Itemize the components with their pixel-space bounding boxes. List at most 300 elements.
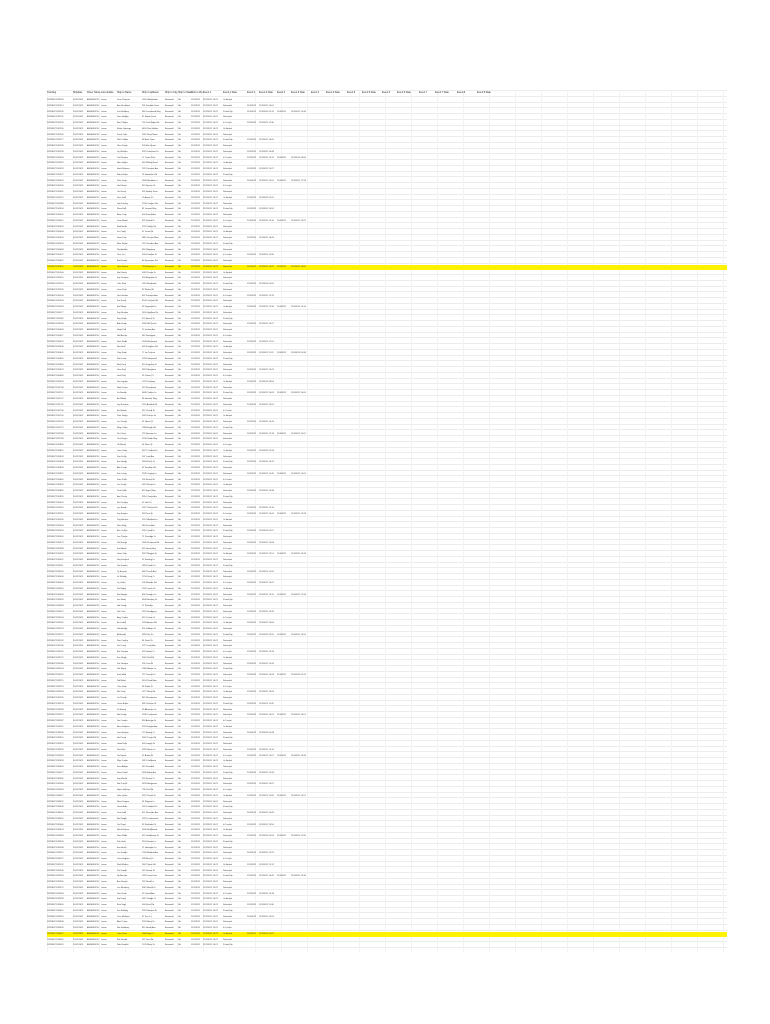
table-cell[interactable]: 11/2/2021 10:22 xyxy=(203,478,218,481)
table-cell[interactable]: 11/2/2021 xyxy=(191,817,201,820)
table-cell[interactable]: 10/12/2021 xyxy=(73,639,84,642)
table-cell[interactable]: Losan xyxy=(101,541,107,544)
table-cell[interactable]: Bramwell xyxy=(165,438,174,441)
table-cell[interactable]: 11/2/2021 10:22 xyxy=(203,202,218,205)
table-cell[interactable]: 3316 Crane Ave xyxy=(142,495,157,498)
table-cell[interactable]: LA xyxy=(178,651,181,653)
table-cell[interactable]: 10/12/2021 xyxy=(73,409,84,412)
table-cell[interactable]: 11/2/2021 10:22 xyxy=(203,467,218,469)
table-cell[interactable]: 84 Stork Dr xyxy=(142,639,153,642)
table-cell[interactable]: Losan xyxy=(101,478,107,481)
table-cell[interactable]: ANDERSON xyxy=(87,863,99,866)
table-cell[interactable]: Bramwell xyxy=(165,679,174,682)
table-cell[interactable]: 11/2/2021 10:22 xyxy=(203,513,218,515)
table-cell[interactable]: Losan xyxy=(101,484,107,487)
table-cell[interactable]: Losan xyxy=(101,421,107,423)
table-cell[interactable]: 11/2/2021 xyxy=(191,645,201,648)
table-cell[interactable]: 11/2/2021 xyxy=(191,909,201,912)
table-cell[interactable]: LA xyxy=(178,271,181,274)
table-cell[interactable]: 11/2/2021 xyxy=(191,150,201,153)
table-row[interactable] xyxy=(47,593,727,598)
table-cell[interactable]: 11/2/2021 xyxy=(191,162,201,165)
table-cell[interactable]: Losan xyxy=(101,921,107,924)
table-cell[interactable]: 11/2/2021 10:22 xyxy=(203,530,218,533)
table-cell[interactable]: 11/2/2021 10:22 xyxy=(203,300,218,303)
column-header[interactable]: Event 3 Date xyxy=(291,91,305,94)
table-cell[interactable]: 718 Hickory Ln xyxy=(142,265,156,268)
table-cell[interactable]: 11/2/2021 xyxy=(191,938,201,941)
table-cell[interactable]: 1Z8V8977031298 xyxy=(47,150,64,153)
table-cell[interactable]: Losan xyxy=(101,875,107,878)
table-cell[interactable]: ANDERSON xyxy=(87,622,99,625)
table-cell[interactable]: 1Z8V8977032474 xyxy=(47,829,64,832)
table-cell[interactable]: 1662 Tropic Rd xyxy=(142,737,157,740)
table-cell[interactable]: 11/4/2021 10:33 xyxy=(291,553,306,556)
table-cell[interactable]: 11/4/2021 11:18 xyxy=(291,835,306,837)
table-cell[interactable]: 1Z8V8977031660 xyxy=(47,363,64,366)
table-cell[interactable]: In Transit xyxy=(223,547,232,550)
table-cell[interactable]: Losan xyxy=(101,576,107,579)
table-cell[interactable]: 11/2/2021 10:22 xyxy=(203,237,218,239)
table-cell[interactable]: 11/2/2021 10:22 xyxy=(203,691,218,694)
table-cell[interactable]: 11/2/2021 10:22 xyxy=(203,863,218,866)
table-cell[interactable]: LA xyxy=(178,426,181,429)
table-cell[interactable]: Losan xyxy=(101,823,107,826)
table-cell[interactable]: Losan xyxy=(101,932,107,935)
table-cell[interactable]: Picked Up xyxy=(223,875,233,878)
table-cell[interactable]: LA xyxy=(178,674,181,676)
table-cell[interactable]: 1Z8V8977032325 xyxy=(47,743,64,745)
table-cell[interactable]: 11/2/2021 10:22 xyxy=(203,225,218,228)
table-cell[interactable]: 11/3/2021 xyxy=(247,283,257,285)
table-cell[interactable]: ANDERSON xyxy=(87,536,99,538)
table-cell[interactable]: 11/2/2021 10:22 xyxy=(203,340,218,343)
table-cell[interactable]: ANDERSON xyxy=(87,168,99,170)
table-cell[interactable]: 11/3/2021 16:44 xyxy=(259,237,274,239)
table-cell[interactable]: Pete Lang xyxy=(117,179,127,182)
table-cell[interactable]: 1Z8V8977031356 xyxy=(47,185,64,188)
table-cell[interactable]: Bert Nagle xyxy=(117,817,127,820)
table-cell[interactable]: 11/2/2021 xyxy=(191,708,201,711)
table-cell[interactable]: ANDERSON xyxy=(87,932,99,935)
table-cell[interactable]: LA xyxy=(178,754,181,757)
table-cell[interactable]: 11/3/2021 xyxy=(247,771,257,774)
table-cell[interactable]: 94 Wren St xyxy=(142,444,153,446)
table-cell[interactable]: LA xyxy=(178,139,181,142)
table-cell[interactable]: ANDERSON xyxy=(87,881,99,883)
table-cell[interactable]: Bramwell xyxy=(165,116,174,119)
table-cell[interactable]: ANDERSON xyxy=(87,300,99,303)
table-cell[interactable]: Bramwell xyxy=(165,547,174,550)
table-cell[interactable]: Delivered xyxy=(223,490,232,492)
table-cell[interactable]: Losan xyxy=(101,196,107,199)
table-cell[interactable]: 10/12/2021 xyxy=(73,392,84,395)
table-cell[interactable]: 11/2/2021 xyxy=(191,530,201,533)
table-cell[interactable]: 11/2/2021 xyxy=(191,806,201,809)
table-cell[interactable]: Losan xyxy=(101,133,107,136)
table-cell[interactable]: 10/12/2021 xyxy=(73,915,84,918)
table-cell[interactable]: Rae Conley xyxy=(117,639,128,642)
column-header[interactable]: Event 7 Date xyxy=(435,91,449,94)
table-cell[interactable]: Bramwell xyxy=(165,369,174,372)
table-cell[interactable]: 1Z8V8977032045 xyxy=(47,582,64,584)
table-cell[interactable]: In Transit xyxy=(223,616,232,619)
table-cell[interactable]: 11/3/2021 10:27 xyxy=(259,323,274,326)
table-row[interactable] xyxy=(47,800,727,805)
table-cell[interactable]: LA xyxy=(178,697,181,699)
table-cell[interactable]: 10/12/2021 xyxy=(73,852,84,855)
table-cell[interactable]: 10/12/2021 xyxy=(73,909,84,912)
table-cell[interactable]: Delivered xyxy=(223,714,232,717)
table-cell[interactable]: 11/2/2021 10:22 xyxy=(203,369,218,372)
table-cell[interactable]: ANDERSON xyxy=(87,633,99,636)
table-cell[interactable]: Losan xyxy=(101,168,107,170)
table-cell[interactable]: 11/3/2021 xyxy=(247,582,257,584)
table-cell[interactable]: 10/12/2021 xyxy=(73,156,84,159)
table-cell[interactable]: ANDERSON xyxy=(87,398,99,400)
table-cell[interactable]: 1Z8V8977032417 xyxy=(47,794,64,797)
table-cell[interactable]: In Transit xyxy=(223,513,232,515)
table-cell[interactable]: Max Dorn xyxy=(117,363,127,366)
table-cell[interactable]: 3146 Orchard Rd xyxy=(142,300,158,303)
table-cell[interactable]: ANDERSON xyxy=(87,547,99,550)
table-cell[interactable]: 11/2/2021 xyxy=(191,168,201,170)
table-cell[interactable]: Losan xyxy=(101,455,107,458)
table-cell[interactable]: 11/2/2021 xyxy=(191,334,201,337)
table-cell[interactable]: LA xyxy=(178,248,181,251)
table-cell[interactable]: Bramwell xyxy=(165,800,174,803)
table-cell[interactable]: Oc Arrival xyxy=(223,196,233,199)
column-header[interactable]: Event 8 xyxy=(457,91,466,94)
table-cell[interactable]: 11/2/2021 xyxy=(191,720,201,722)
table-row[interactable] xyxy=(47,616,727,621)
table-cell[interactable]: Peg Morrow xyxy=(117,518,129,521)
table-cell[interactable]: Ida Pruett xyxy=(117,737,127,740)
table-cell[interactable]: ANDERSON xyxy=(87,237,99,239)
table-cell[interactable]: Lee Thorne xyxy=(117,536,128,538)
table-cell[interactable]: Losan xyxy=(101,656,107,659)
table-cell[interactable]: 11/2/2021 10:22 xyxy=(203,150,218,153)
table-cell[interactable]: Hal Grady xyxy=(117,605,127,607)
table-row[interactable] xyxy=(47,639,727,644)
table-cell[interactable]: 384 Dove Ave xyxy=(142,524,155,527)
table-cell[interactable]: 11/3/2021 xyxy=(247,237,257,239)
column-header[interactable]: Event 4 Date xyxy=(326,91,340,94)
column-header[interactable]: Tracking xyxy=(47,91,57,94)
table-cell[interactable]: 493 Grebe Ct xyxy=(142,651,155,653)
table-cell[interactable]: 10/12/2021 xyxy=(73,771,84,774)
table-cell[interactable]: 11/4/2021 xyxy=(277,156,287,159)
table-cell[interactable]: Losan xyxy=(101,846,107,849)
table-row[interactable] xyxy=(47,483,727,488)
table-cell[interactable]: Bramwell xyxy=(165,944,174,947)
table-cell[interactable]: ANDERSON xyxy=(87,369,99,372)
table-cell[interactable]: 10/12/2021 xyxy=(73,587,84,590)
table-cell[interactable]: Losan xyxy=(101,812,107,814)
table-cell[interactable]: 11/2/2021 xyxy=(191,840,201,843)
table-cell[interactable]: ANDERSON xyxy=(87,306,99,308)
table-cell[interactable]: 11/2/2021 xyxy=(191,294,201,297)
table-cell[interactable]: ANDERSON xyxy=(87,858,99,860)
table-cell[interactable]: 1Z8V8977031491 xyxy=(47,265,64,268)
table-cell[interactable]: 11/3/2021 xyxy=(247,904,257,906)
table-cell[interactable]: Losan xyxy=(101,173,107,176)
table-cell[interactable]: 11/2/2021 xyxy=(191,277,201,280)
table-cell[interactable]: 11/2/2021 10:22 xyxy=(203,708,218,711)
table-cell[interactable]: Delivered xyxy=(223,329,232,331)
table-cell[interactable]: 10/12/2021 xyxy=(73,702,84,705)
table-cell[interactable]: Wes Kirby xyxy=(117,524,127,527)
column-header[interactable]: Event 1 Date xyxy=(223,91,237,94)
table-cell[interactable]: 10/12/2021 xyxy=(73,173,84,176)
table-cell[interactable]: ANDERSON xyxy=(87,783,99,786)
table-cell[interactable]: LA xyxy=(178,616,181,619)
table-cell[interactable]: Picked Up xyxy=(223,771,233,774)
table-cell[interactable]: LA xyxy=(178,104,181,107)
table-cell[interactable]: 11/4/2021 xyxy=(277,553,287,556)
table-cell[interactable]: 11/4/2021 xyxy=(277,593,287,596)
table-row[interactable] xyxy=(47,828,727,833)
table-cell[interactable]: Fay Gorman xyxy=(117,277,129,280)
table-row[interactable] xyxy=(47,650,727,655)
table-cell[interactable]: 10/12/2021 xyxy=(73,720,84,722)
table-cell[interactable]: 2700 Canyon Rd xyxy=(142,202,158,205)
table-cell[interactable]: 1Z8V8977032565 xyxy=(47,881,64,883)
table-cell[interactable]: Luke Penn xyxy=(117,932,127,935)
table-cell[interactable]: 3366 Bog Ct xyxy=(142,932,154,935)
table-row[interactable] xyxy=(47,731,727,736)
table-cell[interactable]: Losan xyxy=(101,507,107,510)
table-cell[interactable]: LA xyxy=(178,789,181,791)
table-cell[interactable]: 10/12/2021 xyxy=(73,570,84,573)
table-cell[interactable]: 11/3/2021 xyxy=(247,196,257,199)
table-row[interactable] xyxy=(47,656,727,661)
table-cell[interactable]: ANDERSON xyxy=(87,225,99,228)
table-cell[interactable]: 11/3/2021 09:57 xyxy=(259,530,274,533)
table-cell[interactable]: 10/12/2021 xyxy=(73,426,84,429)
table-cell[interactable]: 11/4/2021 12:28 xyxy=(291,513,306,515)
table-cell[interactable]: 10/12/2021 xyxy=(73,461,84,464)
table-cell[interactable]: ANDERSON xyxy=(87,507,99,510)
table-cell[interactable]: Losan xyxy=(101,306,107,308)
table-cell[interactable]: ANDERSON xyxy=(87,605,99,607)
table-cell[interactable]: 1Z8V8977031209 xyxy=(47,99,64,101)
table-cell[interactable]: 807 Fairview Ave xyxy=(142,294,158,297)
table-cell[interactable]: Gil Marsh xyxy=(117,444,126,446)
table-cell[interactable]: Eve Hardy xyxy=(117,461,127,464)
table-cell[interactable]: 3322 Lakeview Dr xyxy=(142,150,159,153)
table-cell[interactable]: Losan xyxy=(101,99,107,101)
table-cell[interactable]: 10/12/2021 xyxy=(73,536,84,538)
table-cell[interactable]: 11/2/2021 10:22 xyxy=(203,536,218,538)
table-cell[interactable]: ANDERSON xyxy=(87,214,99,216)
table-cell[interactable]: ANDERSON xyxy=(87,743,99,745)
table-cell[interactable]: LA xyxy=(178,760,181,763)
table-cell[interactable]: LA xyxy=(178,415,181,418)
table-cell[interactable]: 11/2/2021 xyxy=(191,898,201,901)
table-row[interactable] xyxy=(47,598,727,603)
table-cell[interactable]: 1813 Guillemot xyxy=(142,760,156,763)
table-cell[interactable]: Bramwell xyxy=(165,271,174,274)
table-cell[interactable]: Lou Tanner xyxy=(117,421,128,423)
table-cell[interactable]: Delivered xyxy=(223,403,232,406)
table-cell[interactable]: ANDERSON xyxy=(87,823,99,826)
table-cell[interactable]: Losan xyxy=(101,553,107,556)
table-cell[interactable]: Kay Merritt xyxy=(117,777,128,780)
table-cell[interactable]: In Transit xyxy=(223,754,232,757)
table-cell[interactable]: 11/3/2021 xyxy=(247,104,257,107)
table-cell[interactable]: 11/2/2021 10:22 xyxy=(203,495,218,498)
table-cell[interactable]: 1Z8V8977031539 xyxy=(47,288,64,291)
table-cell[interactable]: LA xyxy=(178,472,181,475)
table-cell[interactable]: Bramwell xyxy=(165,380,174,383)
table-cell[interactable]: 11/2/2021 10:22 xyxy=(203,817,218,820)
table-cell[interactable]: 1Z8V8977031857 xyxy=(47,472,64,475)
table-cell[interactable]: Picked Up xyxy=(223,426,233,429)
table-cell[interactable]: 11/2/2021 10:22 xyxy=(203,231,218,234)
table-cell[interactable]: 4480 Timber Ln xyxy=(142,392,157,395)
table-cell[interactable]: 11/2/2021 xyxy=(191,904,201,906)
table-cell[interactable]: Delivered xyxy=(223,938,232,941)
table-cell[interactable]: LA xyxy=(178,731,181,734)
table-cell[interactable]: 10/12/2021 xyxy=(73,271,84,274)
table-cell[interactable]: 1Z8V8977031420 xyxy=(47,225,64,228)
table-cell[interactable]: 112 Tarn Rd xyxy=(142,938,154,941)
table-cell[interactable]: 10/12/2021 xyxy=(73,938,84,941)
table-cell[interactable]: Bramwell xyxy=(165,455,174,458)
table-cell[interactable]: Losan xyxy=(101,432,107,435)
table-cell[interactable]: ANDERSON xyxy=(87,610,99,613)
table-cell[interactable]: LA xyxy=(178,386,181,389)
table-cell[interactable]: 11/3/2021 xyxy=(247,472,257,475)
table-row[interactable] xyxy=(47,253,727,258)
table-cell[interactable]: LA xyxy=(178,685,181,688)
table-cell[interactable]: Oc Arrival xyxy=(223,415,233,418)
table-row[interactable] xyxy=(47,869,727,874)
table-cell[interactable]: 11/4/2021 xyxy=(277,875,287,878)
table-cell[interactable]: Delivered xyxy=(223,323,232,326)
table-cell[interactable]: Sid Blake xyxy=(117,679,126,682)
table-row[interactable] xyxy=(47,736,727,741)
table-cell[interactable]: LA xyxy=(178,633,181,636)
table-row[interactable] xyxy=(47,874,727,879)
table-cell[interactable]: Oc Arrival xyxy=(223,127,233,130)
table-cell[interactable]: 10/12/2021 xyxy=(73,311,84,314)
table-cell[interactable]: Tess Orr xyxy=(117,254,125,257)
table-cell[interactable]: LA xyxy=(178,875,181,878)
table-cell[interactable]: LA xyxy=(178,927,181,929)
table-cell[interactable]: LA xyxy=(178,455,181,458)
table-cell[interactable]: 1Z8V8977032460 xyxy=(47,823,64,826)
table-cell[interactable]: 10/12/2021 xyxy=(73,501,84,504)
table-cell[interactable]: LA xyxy=(178,495,181,498)
table-cell[interactable]: 806 Tanager Ln xyxy=(142,593,157,596)
table-cell[interactable]: ANDERSON xyxy=(87,754,99,757)
table-cell[interactable]: 11/2/2021 xyxy=(191,495,201,498)
table-cell[interactable]: 11/3/2021 xyxy=(247,835,257,837)
table-cell[interactable]: Bramwell xyxy=(165,352,174,354)
table-row[interactable] xyxy=(47,144,727,149)
table-cell[interactable]: 819 Heath Ave xyxy=(142,927,156,929)
table-cell[interactable]: 1Z8V8977032097 xyxy=(47,610,64,613)
table-cell[interactable]: Delivered xyxy=(223,501,232,504)
table-cell[interactable]: LA xyxy=(178,357,181,360)
table-cell[interactable]: LA xyxy=(178,306,181,308)
table-cell[interactable]: 1532 Junco St xyxy=(142,587,156,590)
table-cell[interactable]: Bramwell xyxy=(165,323,174,326)
table-cell[interactable]: 11/4/2021 xyxy=(277,306,287,308)
table-cell[interactable]: Losan xyxy=(101,271,107,274)
table-cell[interactable]: Mara Teague xyxy=(117,800,130,803)
table-cell[interactable]: 11/2/2021 10:22 xyxy=(203,156,218,159)
table-cell[interactable]: 11/2/2021 10:22 xyxy=(203,277,218,280)
table-cell[interactable]: 1207 Bluebird Ln xyxy=(142,518,158,521)
table-cell[interactable]: 3448 Bunting Dr xyxy=(142,599,158,602)
table-cell[interactable]: LA xyxy=(178,570,181,573)
table-cell[interactable]: 11/3/2021 xyxy=(247,156,257,159)
table-cell[interactable]: 1Z8V8977031838 xyxy=(47,461,64,464)
table-cell[interactable]: 11/2/2021 xyxy=(191,283,201,285)
table-cell[interactable]: 1Z8V8977032268 xyxy=(47,708,64,711)
table-cell[interactable]: Bramwell xyxy=(165,317,174,320)
table-cell[interactable]: Una Greer xyxy=(117,892,127,895)
table-cell[interactable]: ANDERSON xyxy=(87,334,99,337)
table-cell[interactable]: Delivered xyxy=(223,639,232,642)
table-cell[interactable]: Bramwell xyxy=(165,306,174,308)
table-cell[interactable]: Losan xyxy=(101,570,107,573)
table-cell[interactable]: 816 Anhinga Dr xyxy=(142,720,157,722)
table-cell[interactable]: 11/2/2021 xyxy=(191,812,201,814)
table-cell[interactable]: 11/2/2021 xyxy=(191,254,201,257)
table-cell[interactable]: LA xyxy=(178,737,181,740)
table-cell[interactable]: Ora Jenks xyxy=(117,484,127,487)
table-cell[interactable]: 11/4/2021 xyxy=(277,432,287,435)
table-cell[interactable]: LA xyxy=(178,162,181,165)
table-cell[interactable]: 11/3/2021 xyxy=(247,731,257,734)
table-cell[interactable]: Deb Ashby xyxy=(117,628,128,630)
table-cell[interactable]: 11/3/2021 15:27 xyxy=(259,168,274,170)
table-cell[interactable]: 11/4/2021 xyxy=(277,110,287,113)
table-cell[interactable]: 11/2/2021 10:22 xyxy=(203,823,218,826)
table-cell[interactable]: 1Z8V8977031214 xyxy=(47,104,64,107)
table-cell[interactable]: 11/3/2021 xyxy=(247,306,257,308)
table-cell[interactable]: Losan xyxy=(101,369,107,372)
table-cell[interactable]: 10/12/2021 xyxy=(73,346,84,349)
table-cell[interactable]: ANDERSON xyxy=(87,708,99,711)
table-cell[interactable]: Bramwell xyxy=(165,593,174,596)
table-cell[interactable]: 233 Magnolia Ct xyxy=(142,277,158,280)
table-cell[interactable]: Pam Geary xyxy=(117,415,128,418)
table-row[interactable] xyxy=(47,288,727,293)
table-cell[interactable]: Dirk Hale xyxy=(117,840,126,843)
table-cell[interactable]: 11/2/2021 xyxy=(191,932,201,935)
table-cell[interactable]: Losan xyxy=(101,725,107,728)
table-cell[interactable]: 560 Willow Bend xyxy=(142,162,158,165)
table-cell[interactable]: 11/2/2021 10:22 xyxy=(203,110,218,113)
table-cell[interactable]: 11/3/2021 xyxy=(247,915,257,918)
table-cell[interactable]: 129 Chestnut Ave xyxy=(142,242,159,245)
table-cell[interactable]: Losan xyxy=(101,610,107,613)
table-cell[interactable]: LA xyxy=(178,432,181,435)
table-cell[interactable]: Delivered xyxy=(223,386,232,389)
table-cell[interactable]: 11/4/2021 xyxy=(277,714,287,717)
table-cell[interactable]: Ross Duval xyxy=(117,771,128,774)
table-cell[interactable]: LA xyxy=(178,467,181,469)
table-cell[interactable]: 11/2/2021 xyxy=(191,662,201,665)
table-cell[interactable]: 11/2/2021 10:22 xyxy=(203,898,218,901)
table-cell[interactable]: 11/2/2021 xyxy=(191,622,201,625)
table-cell[interactable]: Zoe Faulk xyxy=(117,300,127,303)
